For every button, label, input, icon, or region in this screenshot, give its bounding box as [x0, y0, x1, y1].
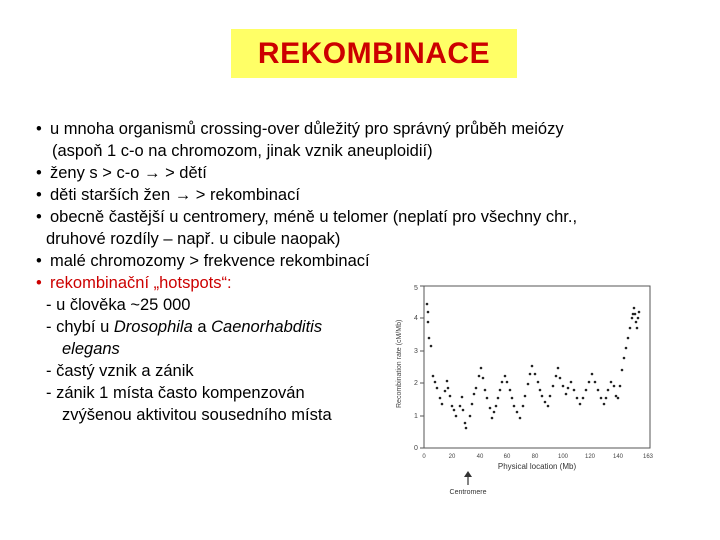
data-point: [464, 422, 467, 425]
data-point: [555, 375, 558, 378]
y-tick: 3: [414, 348, 418, 355]
data-point: [576, 397, 579, 400]
data-point: [486, 397, 489, 400]
data-point: [597, 389, 600, 392]
data-point: [459, 405, 462, 408]
x-tick: 163: [642, 454, 654, 460]
data-point: [519, 417, 522, 420]
x-tick: 140: [612, 454, 624, 460]
data-point: [617, 397, 620, 400]
subitem-absent: [46, 316, 322, 338]
data-point: [539, 389, 542, 392]
data-point: [455, 415, 458, 418]
data-point: [607, 389, 610, 392]
data-point: [559, 377, 562, 380]
bullet-text: druhové rozdíly – např. u cibule naopak): [46, 230, 341, 248]
data-point: [633, 307, 636, 310]
bullet-text: děti starších žen → > rekombinací: [50, 186, 300, 204]
data-point: [516, 411, 519, 414]
data-point: [504, 375, 507, 378]
subitem-turnover: - častý vznik a zánik: [46, 362, 194, 380]
data-point: [588, 381, 591, 384]
data-point: [462, 409, 465, 412]
bullet-item: [46, 228, 340, 250]
data-point: [469, 415, 472, 418]
data-point: [506, 381, 509, 384]
data-point: [634, 313, 637, 316]
data-point: [427, 311, 430, 314]
data-point: [426, 303, 429, 306]
y-tick: 1: [414, 413, 418, 420]
bullet-text: ženy s > c-o → > dětí: [50, 164, 207, 182]
data-point: [552, 385, 555, 388]
slide-title: REKOMBINACE: [257, 36, 491, 70]
x-tick: 80: [531, 454, 539, 460]
data-point: [522, 405, 525, 408]
data-point: [484, 389, 487, 392]
data-point: [610, 381, 613, 384]
data-point: [446, 380, 449, 383]
subitem-text: - chybí u: [46, 318, 114, 336]
bullet-marker: •: [36, 208, 42, 226]
data-point: [594, 381, 597, 384]
data-point: [482, 377, 485, 380]
bullet-text: rekombinační „hotspots“:: [50, 274, 232, 292]
bullet-marker: •: [36, 186, 42, 204]
subitem-compensation-cont: zvýšenou aktivitou sousedního místa: [62, 406, 332, 424]
bullet-text: obecně častější u centromery, méně u telomer (neplatí pro všechny chr.,: [50, 208, 578, 226]
data-point: [625, 347, 628, 350]
data-point: [447, 387, 450, 390]
data-point: [489, 407, 492, 410]
data-point: [473, 393, 476, 396]
data-point: [619, 385, 622, 388]
subitem-compensation: - zánik 1 místa často kompenzován: [46, 384, 305, 402]
centromere-label: Centromere: [449, 489, 487, 496]
bullet-text: (aspoň 1 c-o na chromozom, jinak vznik aneuploidií): [52, 142, 433, 160]
data-point: [549, 395, 552, 398]
bullet-item: [36, 184, 300, 206]
data-point: [600, 397, 603, 400]
data-point: [637, 317, 640, 320]
data-point: [541, 395, 544, 398]
data-point: [509, 389, 512, 392]
bullet-item: [36, 250, 370, 272]
data-point: [531, 365, 534, 368]
data-point: [527, 383, 530, 386]
data-point: [499, 389, 502, 392]
species-elegans: elegans: [62, 340, 120, 358]
x-axis-label: Physical location (Mb): [497, 462, 577, 471]
data-point: [430, 345, 433, 348]
data-point: [427, 321, 430, 324]
bullet-text: u mnoha organismů crossing-over důležitý pro správný průběh meiózy: [50, 120, 564, 138]
data-point: [567, 387, 570, 390]
y-tick: 4: [414, 315, 418, 322]
data-point: [629, 327, 632, 330]
species-caenorhabditis: Caenorhabditis: [211, 318, 323, 336]
data-point: [428, 337, 431, 340]
data-point: [565, 393, 568, 396]
data-point: [436, 387, 439, 390]
bullet-text: malé chromozomy > frekvence rekombinací: [50, 252, 370, 270]
data-point: [465, 427, 468, 430]
data-point: [491, 417, 494, 420]
title-box: [231, 29, 517, 78]
bullet-item: [52, 140, 433, 162]
data-point: [444, 390, 447, 393]
data-point: [513, 405, 516, 408]
data-point: [493, 411, 496, 414]
x-tick: 60: [503, 454, 511, 460]
data-point: [534, 373, 537, 376]
data-point: [501, 381, 504, 384]
data-point: [441, 403, 444, 406]
x-tick: 100: [557, 454, 569, 460]
data-point: [511, 397, 514, 400]
bullet-item: [36, 118, 564, 140]
data-point: [453, 409, 456, 412]
recombination-plot: [390, 278, 690, 496]
data-point: [636, 327, 639, 330]
data-point: [605, 397, 608, 400]
y-tick: 5: [414, 285, 418, 292]
x-tick: 40: [476, 454, 484, 460]
data-point: [623, 357, 626, 360]
data-point: [524, 395, 527, 398]
bullet-marker: •: [36, 274, 42, 292]
data-point: [475, 387, 478, 390]
data-point: [582, 397, 585, 400]
bullet-item: [36, 206, 577, 228]
bullet-marker: •: [36, 164, 42, 182]
data-point: [615, 395, 618, 398]
data-point: [461, 396, 464, 399]
data-point: [547, 405, 550, 408]
data-point: [478, 375, 481, 378]
bullet-item: [36, 162, 207, 184]
data-point: [449, 395, 452, 398]
data-point: [562, 385, 565, 388]
y-tick: 0: [414, 445, 418, 452]
x-tick: 0: [422, 454, 426, 460]
data-point: [585, 389, 588, 392]
data-point: [471, 403, 474, 406]
data-point: [557, 367, 560, 370]
data-point: [439, 397, 442, 400]
data-point: [480, 367, 483, 370]
data-point: [529, 373, 532, 376]
data-point: [497, 397, 500, 400]
data-point: [434, 381, 437, 384]
bullet-marker: •: [36, 252, 42, 270]
data-point: [432, 375, 435, 378]
data-point: [635, 321, 638, 324]
data-point: [544, 401, 547, 404]
data-point: [579, 403, 582, 406]
data-point: [603, 403, 606, 406]
data-point: [451, 405, 454, 408]
y-tick: 2: [414, 380, 418, 387]
x-tick: 120: [584, 454, 596, 460]
data-point: [621, 369, 624, 372]
bullet-item-hotspots: [36, 272, 232, 294]
data-point: [495, 405, 498, 408]
x-tick: 20: [448, 454, 456, 460]
data-point: [613, 385, 616, 388]
data-point: [573, 389, 576, 392]
data-point: [570, 381, 573, 384]
data-point: [537, 381, 540, 384]
data-point: [591, 373, 594, 376]
bullet-marker: •: [36, 120, 42, 138]
recombination-figure: [390, 278, 690, 496]
data-point: [627, 337, 630, 340]
subitem-text: a: [192, 318, 212, 336]
data-point: [631, 317, 634, 320]
species-drosophila: Drosophila: [113, 318, 193, 336]
subitem-absent-cont: [62, 338, 120, 360]
y-axis-label: Recombination rate (cM/Mb): [396, 319, 403, 408]
subitem-human: - u člověka ~25 000: [46, 296, 191, 314]
data-point: [638, 311, 641, 314]
